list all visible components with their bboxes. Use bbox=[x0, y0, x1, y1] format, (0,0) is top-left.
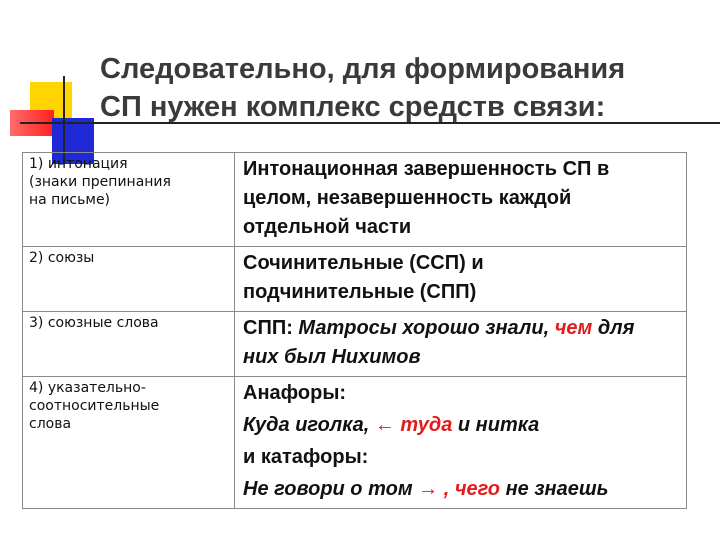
cataphora-label: и катафоры: bbox=[243, 446, 369, 468]
title-line-1: Следовательно, для формирования bbox=[100, 53, 626, 85]
example-text: для bbox=[592, 317, 635, 339]
table-row bbox=[23, 312, 687, 377]
example-text: Не говори о том bbox=[243, 478, 419, 500]
highlighted-word: чем bbox=[554, 317, 593, 339]
means-label: 4) указательно- bbox=[29, 380, 146, 396]
means-label: соотносительные bbox=[29, 398, 160, 414]
description-cell-intonation bbox=[235, 153, 687, 247]
means-cell-demonstrative-words bbox=[23, 377, 235, 509]
means-label: (знаки препинания bbox=[29, 174, 171, 190]
description-line: подчинительные (СПП) bbox=[243, 281, 477, 303]
means-label: 3) союзные слова bbox=[29, 315, 159, 331]
means-label: 1) интонация bbox=[29, 156, 128, 172]
example-line bbox=[243, 475, 678, 504]
description-cell-conjunctive-words bbox=[235, 312, 687, 377]
example-text: Куда иголка, bbox=[243, 414, 375, 436]
means-label: 2) союзы bbox=[29, 250, 95, 266]
example-text: и нитка bbox=[452, 414, 540, 436]
highlighted-word: ← туда bbox=[374, 414, 453, 436]
means-label: слова bbox=[29, 416, 72, 432]
highlighted-word: → , чего bbox=[418, 478, 501, 500]
title-line-2: СП нужен комплекс средств связи: bbox=[100, 91, 606, 123]
means-cell-conjunctions bbox=[23, 247, 235, 312]
description-line: Сочинительные (ССП) и bbox=[243, 252, 484, 274]
decor-vertical-line bbox=[63, 76, 65, 162]
anaphora-label: Анафоры: bbox=[243, 382, 347, 404]
example-text: Матросы хорошо знали, bbox=[298, 317, 555, 339]
table-row bbox=[23, 247, 687, 312]
means-table bbox=[22, 152, 687, 509]
description-line: Интонационная завершенность СП в bbox=[243, 158, 610, 180]
description-line: отдельной части bbox=[243, 216, 412, 238]
example-line bbox=[243, 411, 678, 440]
means-cell-intonation bbox=[23, 153, 235, 247]
description-cell-demonstrative-words bbox=[235, 377, 687, 509]
table-row bbox=[23, 153, 687, 247]
example-line: них был Нихимов bbox=[243, 346, 421, 368]
example-line bbox=[243, 314, 678, 343]
example-text: не знаешь bbox=[500, 478, 609, 500]
example-prefix: СПП: bbox=[243, 317, 299, 339]
slide-title bbox=[100, 50, 710, 126]
means-label: на письме) bbox=[29, 192, 111, 208]
description-line: целом, незавершенность каждой bbox=[243, 187, 572, 209]
description-cell-conjunctions bbox=[235, 247, 687, 312]
table-row bbox=[23, 377, 687, 509]
means-cell-conjunctive-words bbox=[23, 312, 235, 377]
